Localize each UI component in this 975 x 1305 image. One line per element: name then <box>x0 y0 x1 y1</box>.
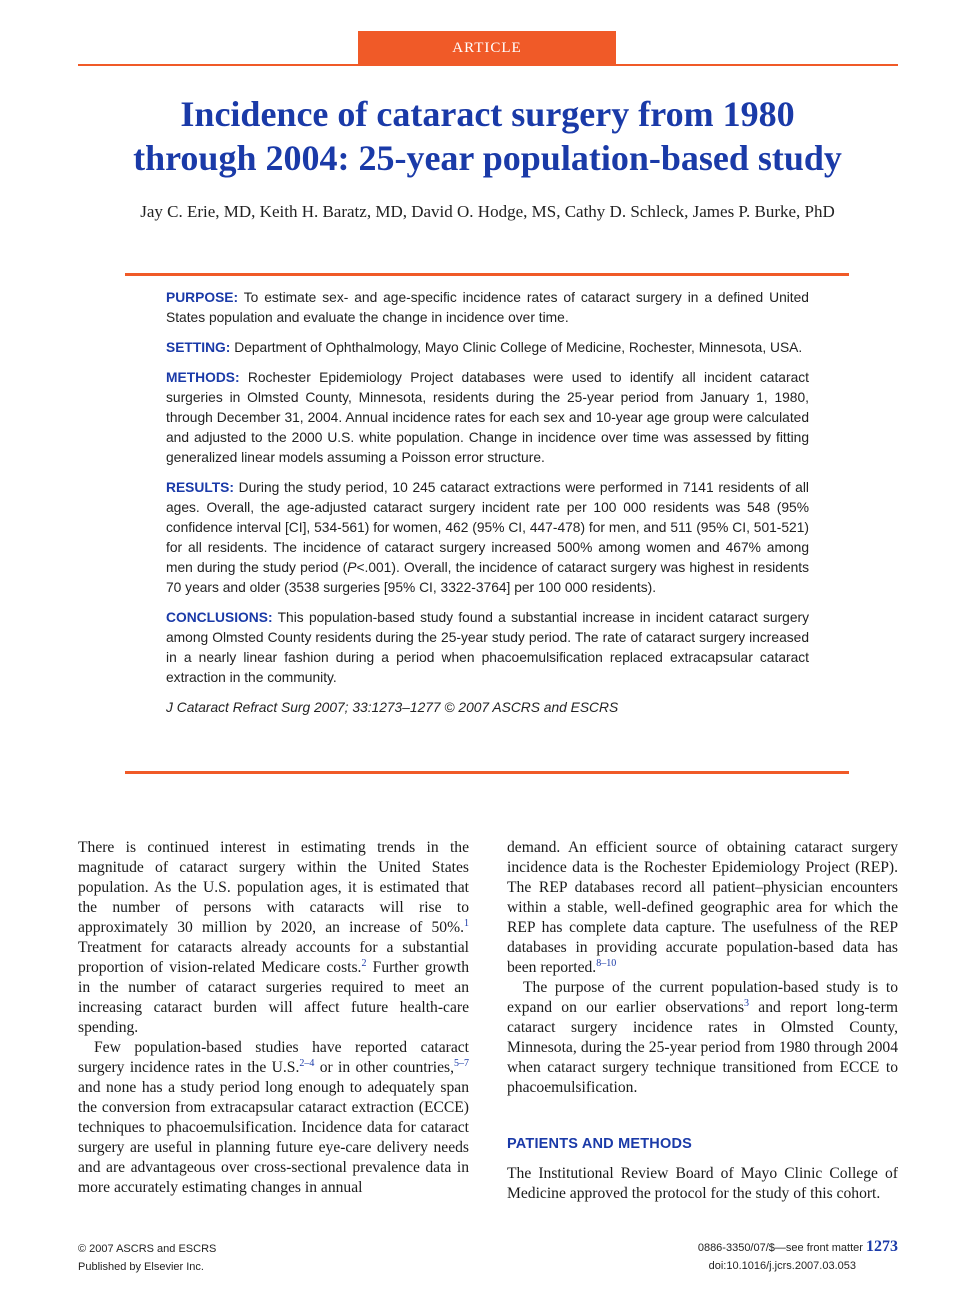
text-run: or in other countries, <box>314 1059 454 1076</box>
section-label: ARTICLE <box>358 31 616 65</box>
footer-doi[interactable]: doi:10.1016/j.jcrs.2007.03.053 <box>708 1260 856 1272</box>
text-run: Further growth in the number of cataract surgeries required to meet an increasing cataract burden will affect future health-care spending. <box>78 959 469 1036</box>
page-number: 1273 <box>866 1238 898 1255</box>
title-line-2: through 2004: 25-year population-based study <box>133 138 842 178</box>
author-list: Jay C. Erie, MD, Keith H. Baratz, MD, David O. Hodge, MS, Cathy D. Schleck, James P. Burke, PhD <box>140 202 835 221</box>
abstract-setting <box>166 338 809 358</box>
abstract-results <box>166 478 809 598</box>
footer-issn-line <box>600 1238 898 1257</box>
text-run: There is continued interest in estimating trends in the magnitude of cataract surgery within the United States population. As the U.S. population ages, it is estimated that the number of persons with cataracts will rise to approximately 30 million by 2020, an increase of 50%. <box>78 839 469 936</box>
reference-link[interactable]: 5–7 <box>454 1057 469 1069</box>
footer-issn: 0886-3350/07/$—see front matter <box>697 1242 863 1254</box>
body-left-column <box>78 838 469 1198</box>
purpose-heading: PURPOSE: <box>166 290 239 305</box>
conclusions-heading: CONCLUSIONS: <box>166 610 273 625</box>
abstract <box>166 288 809 728</box>
setting-heading: SETTING: <box>166 340 231 355</box>
footer-left <box>78 1240 216 1276</box>
results-p-symbol: P <box>347 560 357 575</box>
footer-right <box>600 1238 898 1275</box>
setting-text: Department of Ophthalmology, Mayo Clinic College of Medicine, Rochester, Minnesota, USA. <box>234 340 803 355</box>
abstract-conclusions <box>166 608 809 688</box>
right-paragraph-2 <box>507 978 898 1098</box>
abstract-purpose <box>166 288 809 328</box>
text-run: and none has a study period long enough to adequately span the conversion from extracapsular cataract extraction (ECCE) techniques to phacoemulsification. Incidence data for cataract surgery are useful in planning future eye-care delivery needs and are advantageous over cross-sectional prevalence data in more accurately estimating changes in annual <box>78 1079 469 1196</box>
results-text-b: <.001). Overall, the incidence of cataract surgery was highest in residents 70 years and older (3538 surgeries [95% CI, 3322-3764] per 100 000 residents). <box>166 560 809 595</box>
journal-citation: J Cataract Refract Surg 2007; 33:1273–1277 © 2007 ASCRS and ESCRS <box>166 700 619 715</box>
text-run: The purpose of the current population-based study is to expand on our earlier observations <box>507 979 898 1016</box>
purpose-text: To estimate sex- and age-specific incidence rates of cataract surgery in a defined United States population and evaluate the change in incidence over time. <box>166 290 809 325</box>
body-right-column <box>507 838 898 1204</box>
methods-heading: METHODS: <box>166 370 240 385</box>
results-heading: RESULTS: <box>166 480 234 495</box>
left-paragraph-1 <box>78 838 469 1038</box>
abstract-top-rule <box>125 273 849 276</box>
conclusions-text: This population-based study found a substantial increase in incident cataract surgery among Olmsted County residents during the 25-year study period. The rate of cataract surgery increased in a nearly linear fashion during a period when phacoemulsification replaced extracapsular cataract extraction in the community. <box>166 610 810 685</box>
abstract-bottom-rule <box>125 771 849 774</box>
reference-link[interactable]: 8–10 <box>596 957 617 969</box>
footer-publisher: Published by Elsevier Inc. <box>78 1261 204 1273</box>
right-paragraph-1 <box>507 838 898 978</box>
text-run: Treatment for cataracts already accounts for a substantial proportion of vision-related Medicare costs. <box>78 939 469 976</box>
text-run: Few population-based studies have reported cataract surgery incidence rates in the U.S. <box>78 1039 469 1076</box>
reference-link[interactable]: 2–4 <box>299 1057 315 1069</box>
right-paragraph-3: The Institutional Review Board of Mayo Clinic College of Medicine approved the protocol for the study of this cohort. <box>507 1165 898 1202</box>
reference-link[interactable]: 3 <box>744 997 750 1009</box>
reference-link[interactable]: 2 <box>361 957 367 969</box>
reference-link[interactable]: 1 <box>464 917 469 929</box>
article-title <box>60 92 915 180</box>
title-line-1: Incidence of cataract surgery from 1980 <box>180 94 795 134</box>
results-text-a: During the study period, 10 245 cataract extractions were performed in 7141 residents of all ages. Overall, the age-adjusted cataract surgery incident rate per 100 000 residents was 548 (95% confidence interval [CI], 534-561) for women, 462 (95% CI, 447-478) for men, and 511 (95% CI, 501-521) for all residents. The incidence of cataract surgery increased 500% among women and 467% among men during the study period ( <box>166 480 809 575</box>
text-run: and report long-term cataract surgery incidence rates in Olmsted County, Minnesota, during the 25-year period from 1980 through 2004 when cataract surgery technique transitioned from ECCE to phacoemulsification. <box>507 999 899 1096</box>
footer-copyright: © 2007 ASCRS and ESCRS <box>78 1243 217 1255</box>
section-heading: PATIENTS AND METHODS <box>507 1136 692 1152</box>
left-paragraph-2 <box>78 1038 469 1198</box>
methods-text: Rochester Epidemiology Project databases were used to identify all incident cataract surgeries in Olmsted County, Minnesota, residents during the 25-year period from January 1, 1980, through December 31, 2004. Annual incidence rates for each sex and 10-year age group were calculated and adjusted to the 2000 U.S. white population. Change in incidence over time was assessed by fitting generalized linear models assuming a Poisson error structure. <box>166 370 809 465</box>
top-divider <box>78 64 898 66</box>
abstract-methods <box>166 368 809 468</box>
text-run: demand. An efficient source of obtaining cataract surgery incidence data is the Rochester Epidemiology Project (REP). The REP databases record all patient–physician encounters within a stable, well-defined geographic area for which the REP has complete data capture. The usefulness of the REP databases in providing accurate population-based data has been reported. <box>507 839 898 976</box>
